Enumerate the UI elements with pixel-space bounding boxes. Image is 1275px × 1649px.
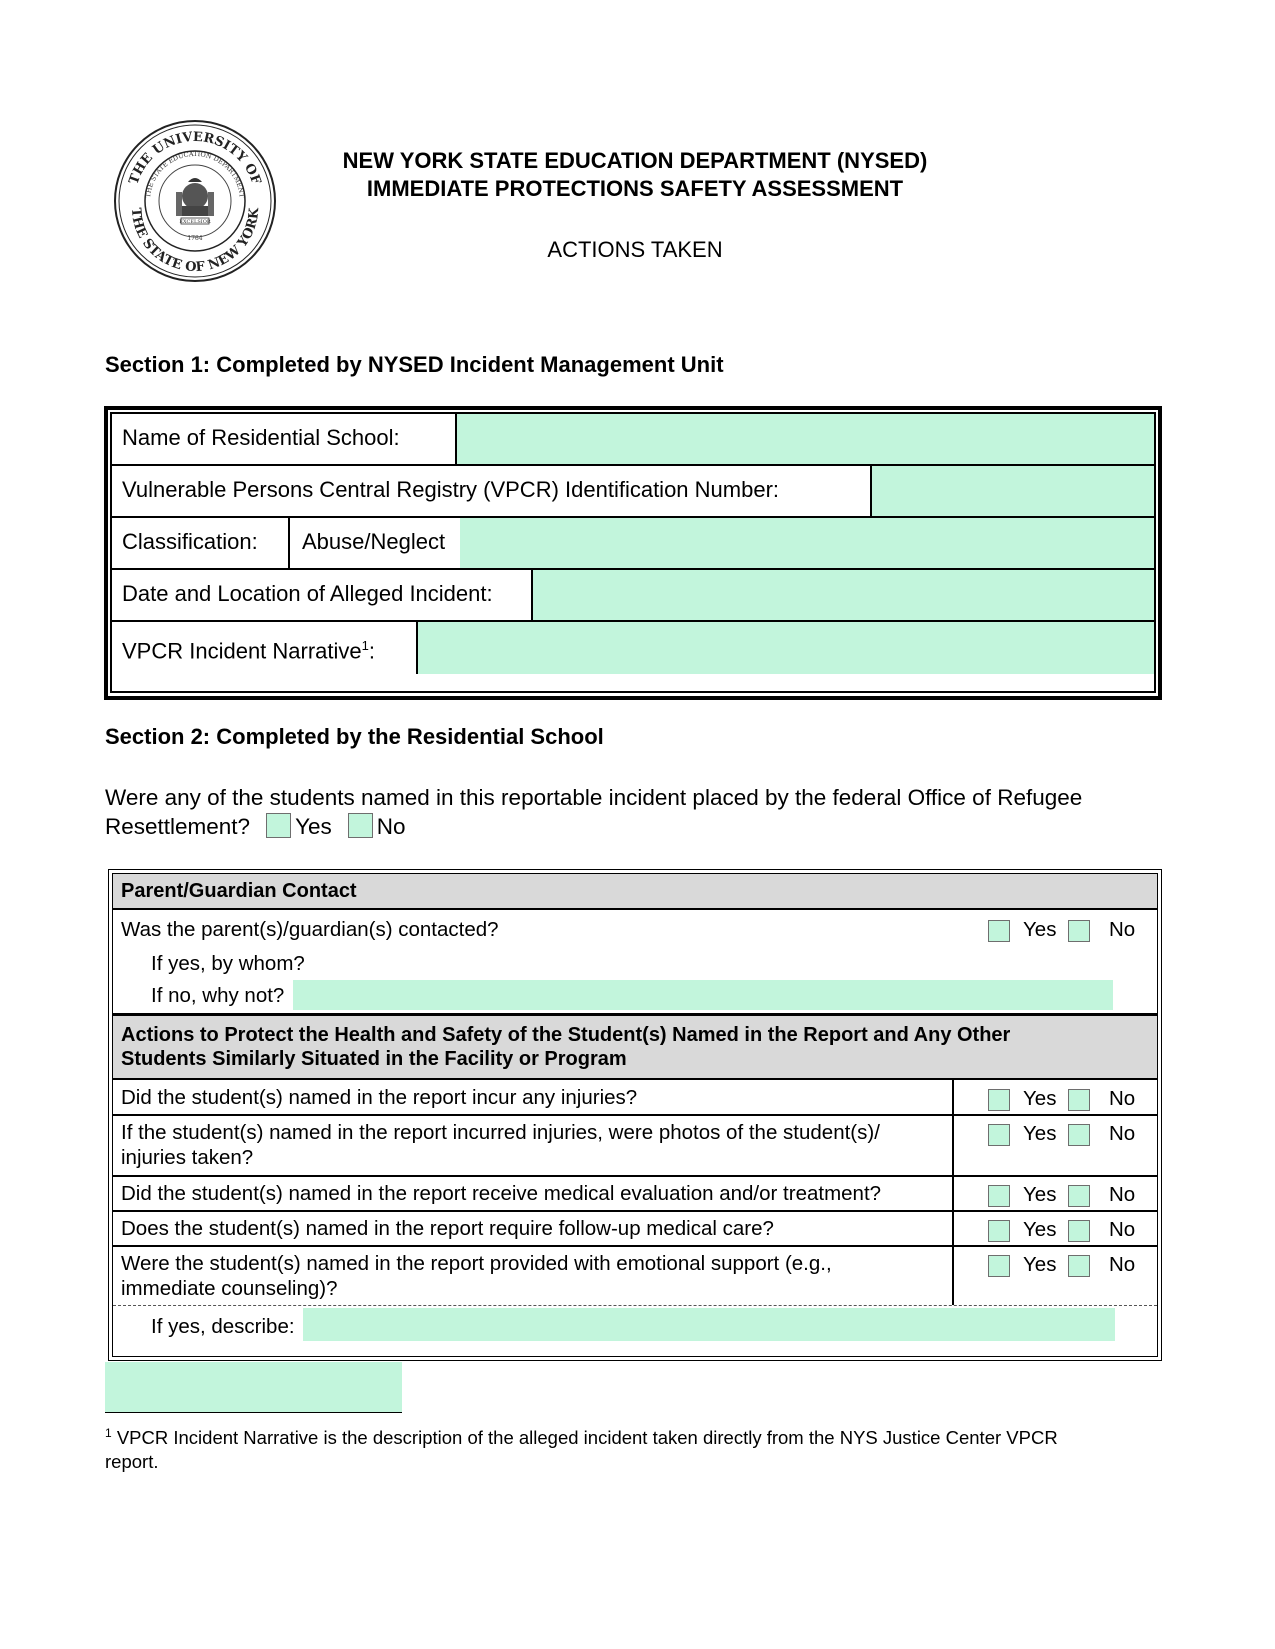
section1-heading: Section 1: Completed by NYSED Incident Management Unit bbox=[105, 352, 724, 377]
date-location-row bbox=[112, 570, 1154, 622]
parent-contact-yes-no: Yes No bbox=[988, 920, 1148, 946]
refugee-yes-checkbox[interactable] bbox=[266, 813, 291, 838]
svg-text:EXCELSIOR: EXCELSIOR bbox=[179, 219, 211, 225]
yes-checkbox[interactable] bbox=[988, 1089, 1010, 1111]
svg-text:THE STATE EDUCATION DEPARTMENT: THE STATE EDUCATION DEPARTMENT bbox=[144, 149, 246, 199]
yes-no-group: Yes No bbox=[988, 1220, 1148, 1246]
vpcr-label: Vulnerable Persons Central Registry (VPCR) Identification Number: bbox=[122, 477, 780, 502]
question-text: Did the student(s) named in the report receive medical evaluation and/or treatment? bbox=[121, 1182, 882, 1205]
classification-value: Abuse/Neglect bbox=[302, 529, 446, 554]
actions-band: Actions to Protect the Health and Safety of the Student(s) Named in the Report and Any Other Students Similarly Situated in the Facility or Program bbox=[113, 1016, 1157, 1078]
refugee-no-checkbox[interactable] bbox=[348, 813, 373, 838]
yes-checkbox[interactable] bbox=[988, 1185, 1010, 1207]
question-row bbox=[113, 1176, 1157, 1211]
date-location-field[interactable] bbox=[533, 570, 1154, 620]
yes-checkbox[interactable] bbox=[988, 1255, 1010, 1277]
question-row bbox=[113, 1246, 1157, 1305]
vpcr-field[interactable] bbox=[872, 466, 1154, 516]
title-line-1: NEW YORK STATE EDUCATION DEPARTMENT (NYSED) bbox=[342, 148, 928, 173]
page-subtitle: ACTIONS TAKEN bbox=[547, 237, 723, 262]
footnote-separator bbox=[105, 1412, 402, 1413]
yes-no-group: Yes No bbox=[988, 1124, 1148, 1150]
classification-label: Classification: bbox=[122, 529, 258, 554]
svg-text:THE STATE OF NEW YORK: THE STATE OF NEW YORK bbox=[127, 207, 263, 276]
yes-no-group: Yes No bbox=[988, 1255, 1148, 1281]
parent-contact-question: Was the parent(s)/guardian(s) contacted? bbox=[121, 918, 499, 941]
footer-field[interactable] bbox=[105, 1362, 402, 1412]
question-text: Were the student(s) named in the report provided with emotional support (e.g., immediate counseling)? bbox=[121, 1252, 832, 1300]
section1-form bbox=[110, 412, 1156, 693]
question-text: If the student(s) named in the report incurred injuries, were photos of the student(s)/ injuries taken? bbox=[121, 1121, 880, 1169]
school-label: Name of Residential School: bbox=[122, 425, 400, 450]
parent-contact-yes-checkbox[interactable] bbox=[988, 920, 1010, 942]
describe-field[interactable] bbox=[303, 1308, 1115, 1341]
yes-checkbox[interactable] bbox=[988, 1124, 1010, 1146]
yes-no-group: Yes No bbox=[988, 1185, 1148, 1211]
parent-contact-no-checkbox[interactable] bbox=[1068, 920, 1090, 942]
parent-guardian-band: Parent/Guardian Contact bbox=[113, 874, 1157, 908]
classification-field[interactable] bbox=[460, 518, 1154, 568]
why-not-field[interactable] bbox=[293, 980, 1113, 1010]
describe-label: If yes, describe: bbox=[151, 1315, 295, 1338]
question-row bbox=[113, 1211, 1157, 1246]
school-field[interactable] bbox=[457, 414, 1154, 464]
question-row bbox=[113, 1115, 1157, 1176]
no-checkbox[interactable] bbox=[1068, 1185, 1090, 1207]
refugee-question: Were any of the students named in this reportable incident placed by the federal Office of Refugee Resettlement? Yes No bbox=[105, 785, 1083, 839]
narrative-field[interactable] bbox=[418, 622, 1154, 674]
question-text: Did the student(s) named in the report incur any injuries? bbox=[121, 1086, 638, 1109]
question-row bbox=[113, 1080, 1157, 1115]
narrative-row bbox=[112, 622, 1154, 674]
no-checkbox[interactable] bbox=[1068, 1255, 1090, 1277]
vpcr-row bbox=[112, 466, 1154, 518]
no-checkbox[interactable] bbox=[1068, 1220, 1090, 1242]
by-whom-label: If yes, by whom? bbox=[151, 952, 305, 975]
why-not-label: If no, why not? bbox=[151, 984, 285, 1007]
svg-text:THE UNIVERSITY OF: THE UNIVERSITY OF bbox=[126, 129, 264, 187]
yes-checkbox[interactable] bbox=[988, 1220, 1010, 1242]
section2-heading: Section 2: Completed by the Residential School bbox=[105, 724, 604, 749]
school-row bbox=[112, 414, 1154, 466]
section2-table bbox=[108, 869, 1162, 1361]
classification-row bbox=[112, 518, 1154, 570]
svg-text:1784: 1784 bbox=[187, 235, 203, 242]
no-checkbox[interactable] bbox=[1068, 1124, 1090, 1146]
yes-no-group: Yes No bbox=[988, 1089, 1148, 1115]
question-text: Does the student(s) named in the report require follow-up medical care? bbox=[121, 1217, 774, 1240]
title-line-2: IMMEDIATE PROTECTIONS SAFETY ASSESSMENT bbox=[366, 176, 904, 201]
narrative-label: VPCR Incident Narrative$^1$: bbox=[122, 638, 376, 664]
no-checkbox[interactable] bbox=[1068, 1089, 1090, 1111]
date-location-label: Date and Location of Alleged Incident: bbox=[122, 581, 493, 606]
footnote: $^1$ VPCR Incident Narrative is the description of the alleged incident taken directly from the NYS Justice Center VPCR report. bbox=[105, 1426, 1058, 1473]
